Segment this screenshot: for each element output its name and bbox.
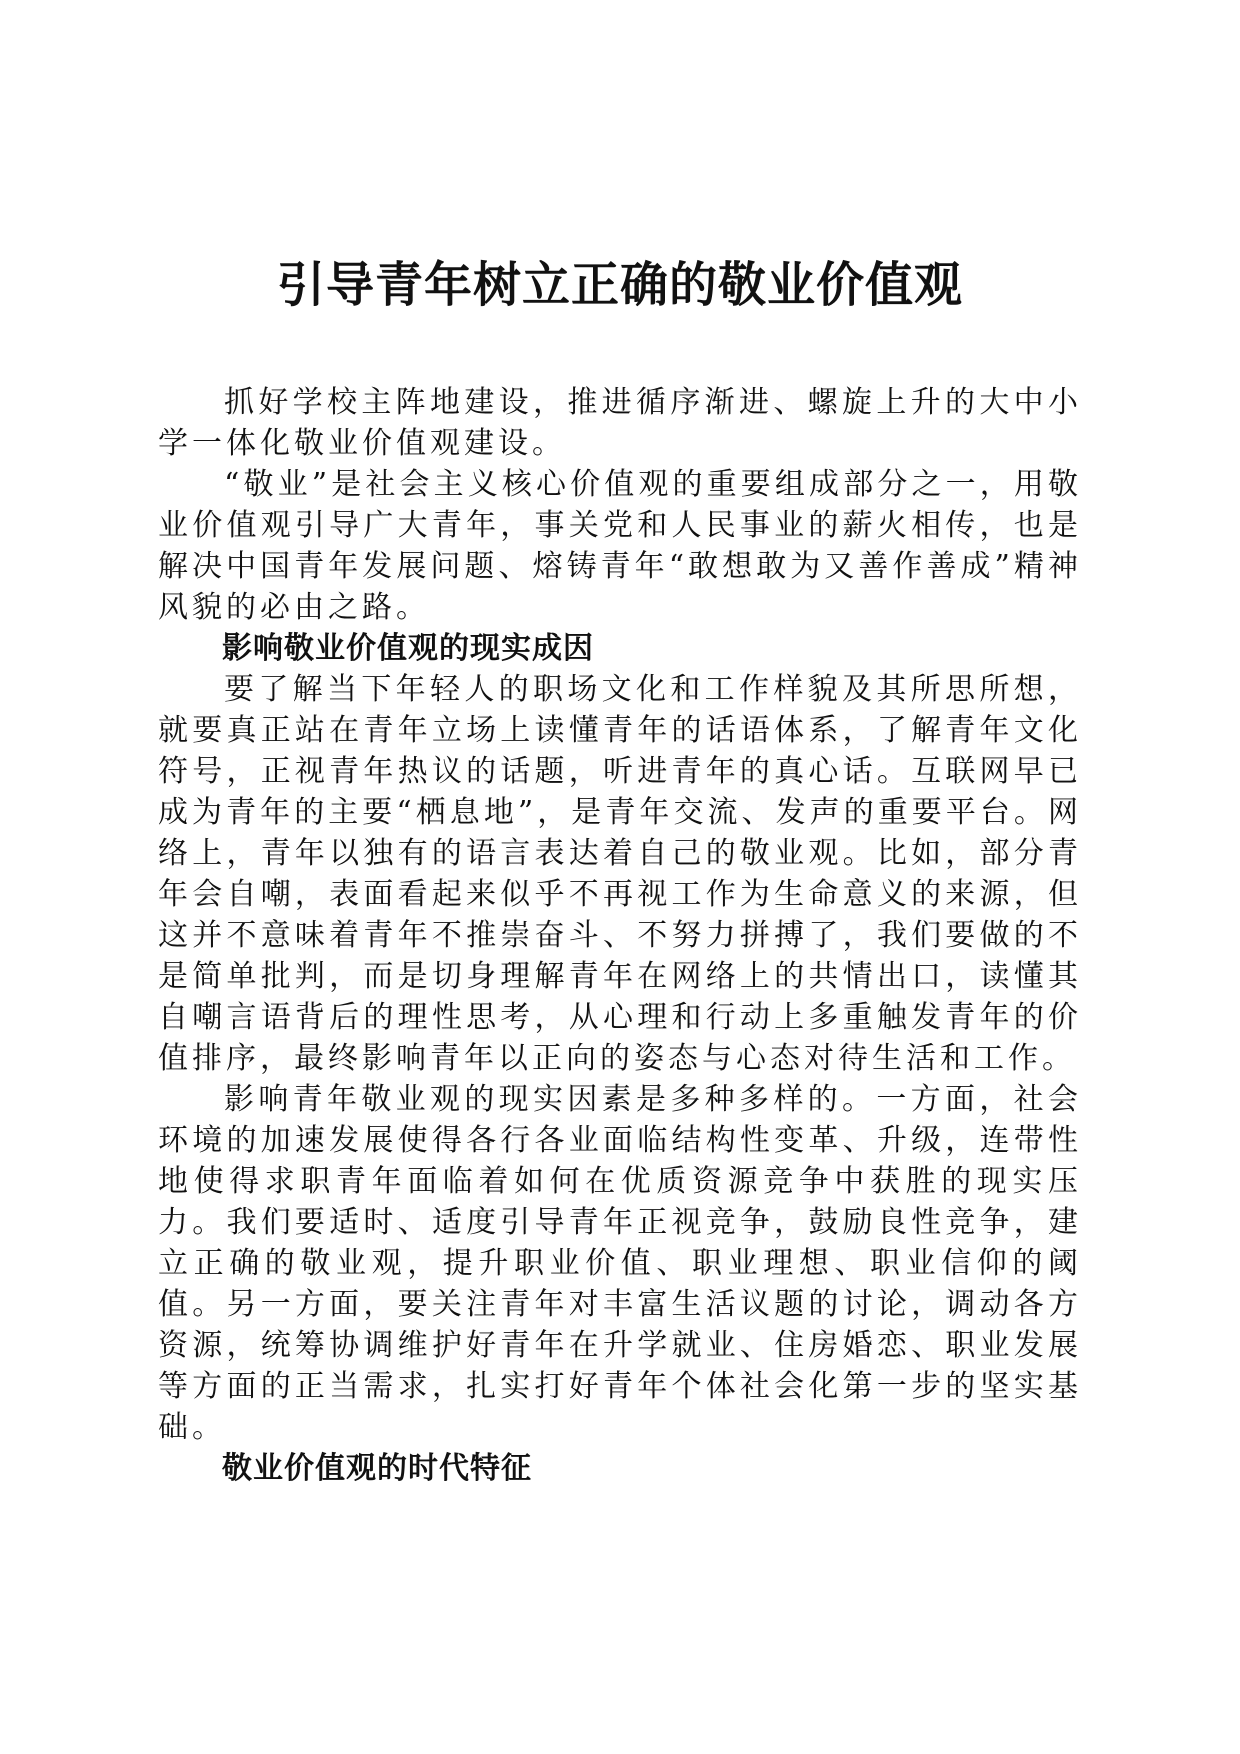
intro-paragraph-2: “敬业”是社会主义核心价值观的重要组成部分之一，用敬业价值观引导广大青年，事关党和人民事业的薪火相传，也是解决中国青年发展问题、熔铸青年“敢想敢为又善作善成”精神风貌的必由之路。 bbox=[158, 467, 1082, 625]
intro-paragraph-1: 抓好学校主阵地建设，推进循序渐进、螺旋上升的大中小学一体化敬业价值观建设。 bbox=[158, 385, 1082, 461]
section-1-paragraph-1: 要了解当下年轻人的职场文化和工作样貌及其所思所想，就要真正站在青年立场上读懂青年的话语体系，了解青年文化符号，正视青年热议的话题，听进青年的真心话。互联网早已成为青年的主要“栖息地”，是青年交流、发声的重要平台。网络上，青年以独有的语言表达着自己的敬业观。比如，部分青年会自嘲，表面看起来似乎不再视工作为生命意义的来源，但这并不意味着青年不推崇奋斗、不努力拼搏了，我们要做的不是简单批判，而是切身理解青年在网络上的共情出口，读懂其自嘲言语背后的理性思考，从心理和行动上多重触发青年的价值排序，最终影响青年以正向的姿态与心态对待生活和工作。 bbox=[158, 672, 1082, 1076]
document-body bbox=[158, 382, 1082, 1489]
section-1-paragraph-2: 影响青年敬业观的现实因素是多种多样的。一方面，社会环境的加速发展使得各行各业面临结构性变革、升级，连带性地使得求职青年面临着如何在优质资源竞争中获胜的现实压力。我们要适时、适度引导青年正视竞争，鼓励良性竞争，建立正确的敬业观，提升职业价值、职业理想、职业信仰的阈值。另一方面，要关注青年对丰富生活议题的讨论，调动各方资源，统筹协调维护好青年在升学就业、住房婚恋、职业发展等方面的正当需求，扎实打好青年个体社会化第一步的坚实基础。 bbox=[158, 1082, 1082, 1445]
document-title: 引导青年树立正确的敬业价值观 bbox=[276, 257, 963, 313]
section-heading-realistic-causes: 影响敬业价值观的现实成因 bbox=[222, 631, 594, 666]
section-heading-era-features: 敬业价值观的时代特征 bbox=[222, 1451, 532, 1486]
